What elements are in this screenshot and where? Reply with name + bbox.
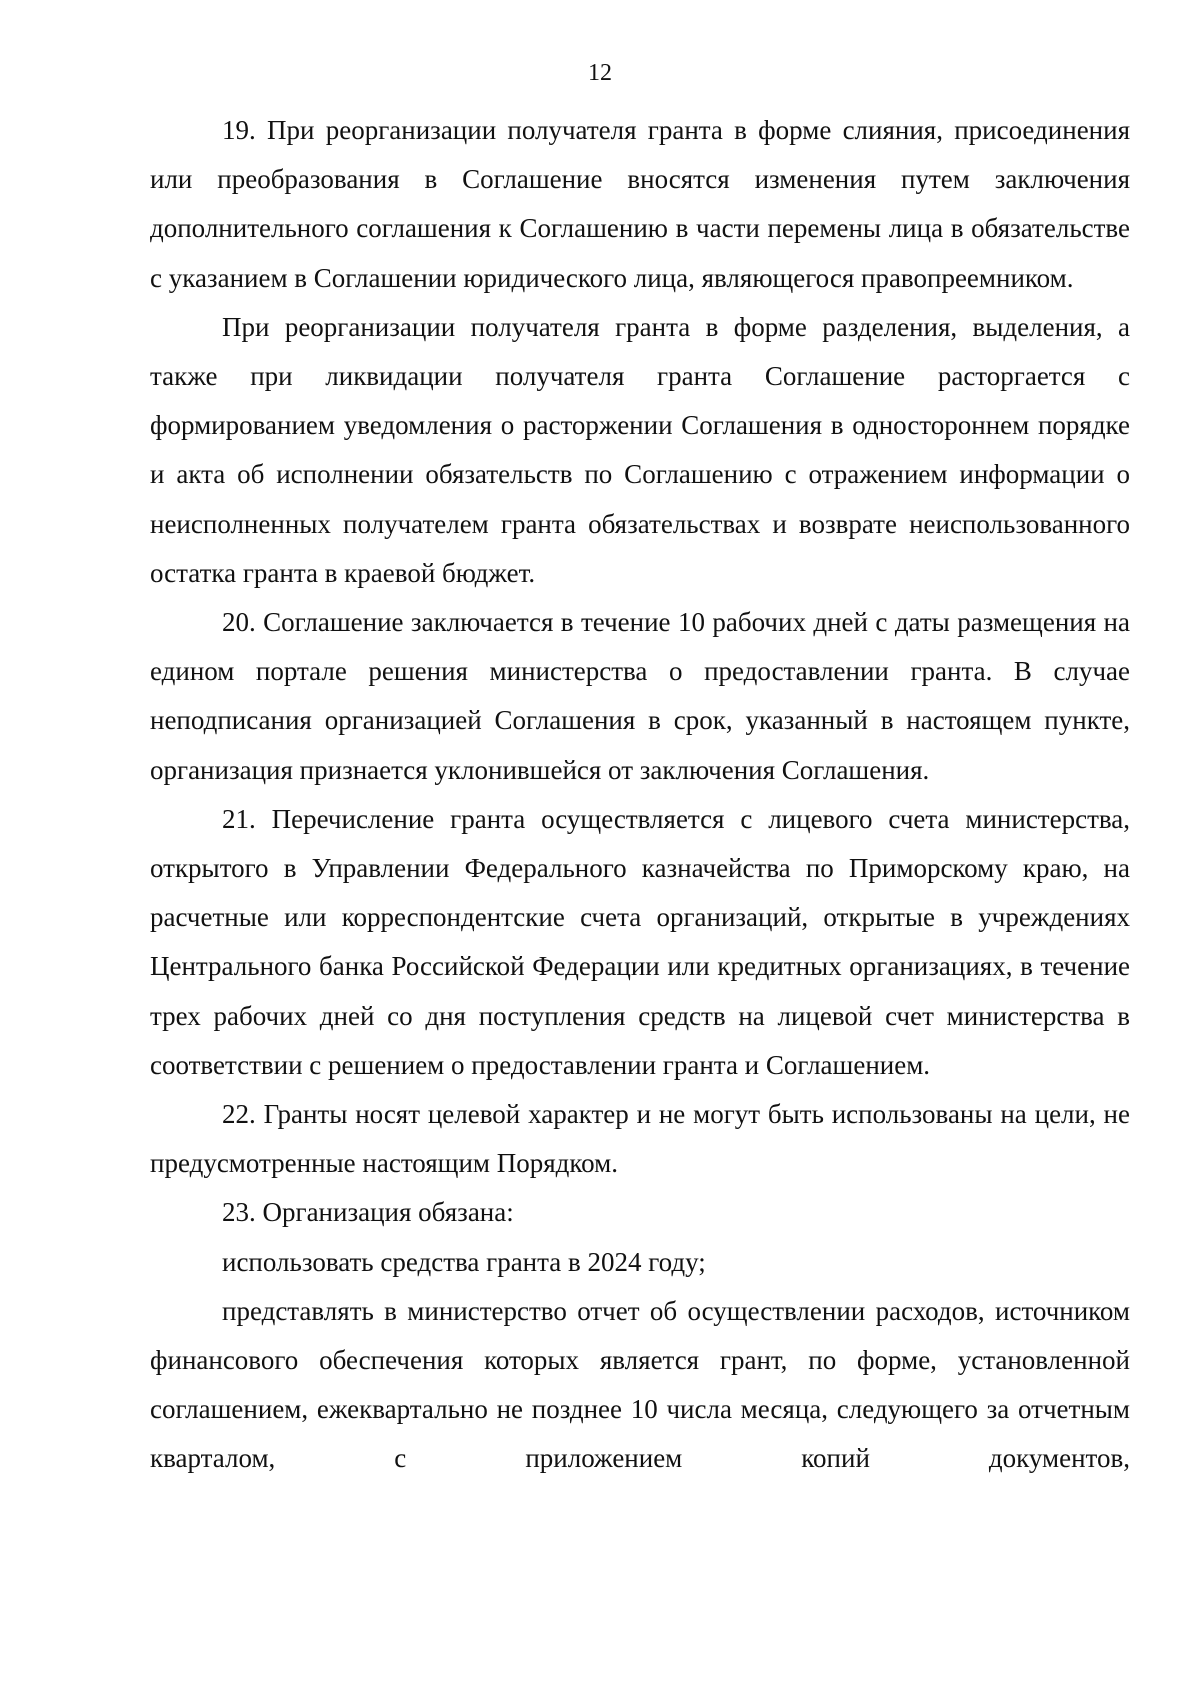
paragraph-23-heading: 23. Организация обязана: bbox=[222, 1197, 514, 1228]
paragraph-23-item-use-funds: использовать средства гранта в 2024 году; bbox=[222, 1246, 706, 1277]
paragraph-20: 20. Соглашение заключается в течение 10 рабочих дней с даты размещения на едином портале решения министерства о предоставлении гранта. В случае неподписания организацией Соглашения в срок, указанный в настоящем пункте, организация признается уклонившейся от заключения Соглашения. bbox=[150, 607, 1130, 785]
paragraph-reorganization-division: При реорганизации получателя гранта в форме разделения, выделения, а также при ликвидации получателя гранта Соглашение расторгается с формированием уведомления о расторжении Соглашения в одностороннем порядке и акта об исполнении обязательств по Соглашению с отражением информации о неисполненных получателем гранта обязательствах и возврате неиспользованного остатка гранта в краевой бюджет. bbox=[150, 311, 1130, 588]
paragraph-23-item-report: представлять в министерство отчет об осуществлении расходов, источником финансового обеспечения которых является грант, по форме, установленной соглашением, ежеквартально не позднее 10 числа месяца, следующего за отчетным кварталом, с приложением копий документов, bbox=[150, 1295, 1130, 1474]
page-number: 12 bbox=[588, 60, 612, 86]
paragraph-22: 22. Гранты носят целевой характер и не могут быть использованы на цели, не предусмотренные настоящим Порядком. bbox=[150, 1099, 1130, 1179]
paragraph-19: 19. При реорганизации получателя гранта в форме слияния, присоединения или преобразования в Соглашение вносятся изменения путем заключения дополнительного соглашения к Соглашению в части перемены лица в обязательстве с указанием в Соглашении юридического лица, являющегося правопреемником. bbox=[150, 115, 1130, 293]
paragraph-21: 21. Перечисление гранта осуществляется с лицевого счета министерства, открытого в Управлении Федерального казначейства по Приморскому краю, на расчетные или корреспондентские счета организаций, открытые в учреждениях Центрального банка Российской Федерации или кредитных организациях, в течение трех рабочих дней со дня поступления средств на лицевой счет министерства в соответствии с решением о предоставлении гранта и Соглашением. bbox=[150, 803, 1130, 1080]
document-body bbox=[150, 106, 1130, 1484]
